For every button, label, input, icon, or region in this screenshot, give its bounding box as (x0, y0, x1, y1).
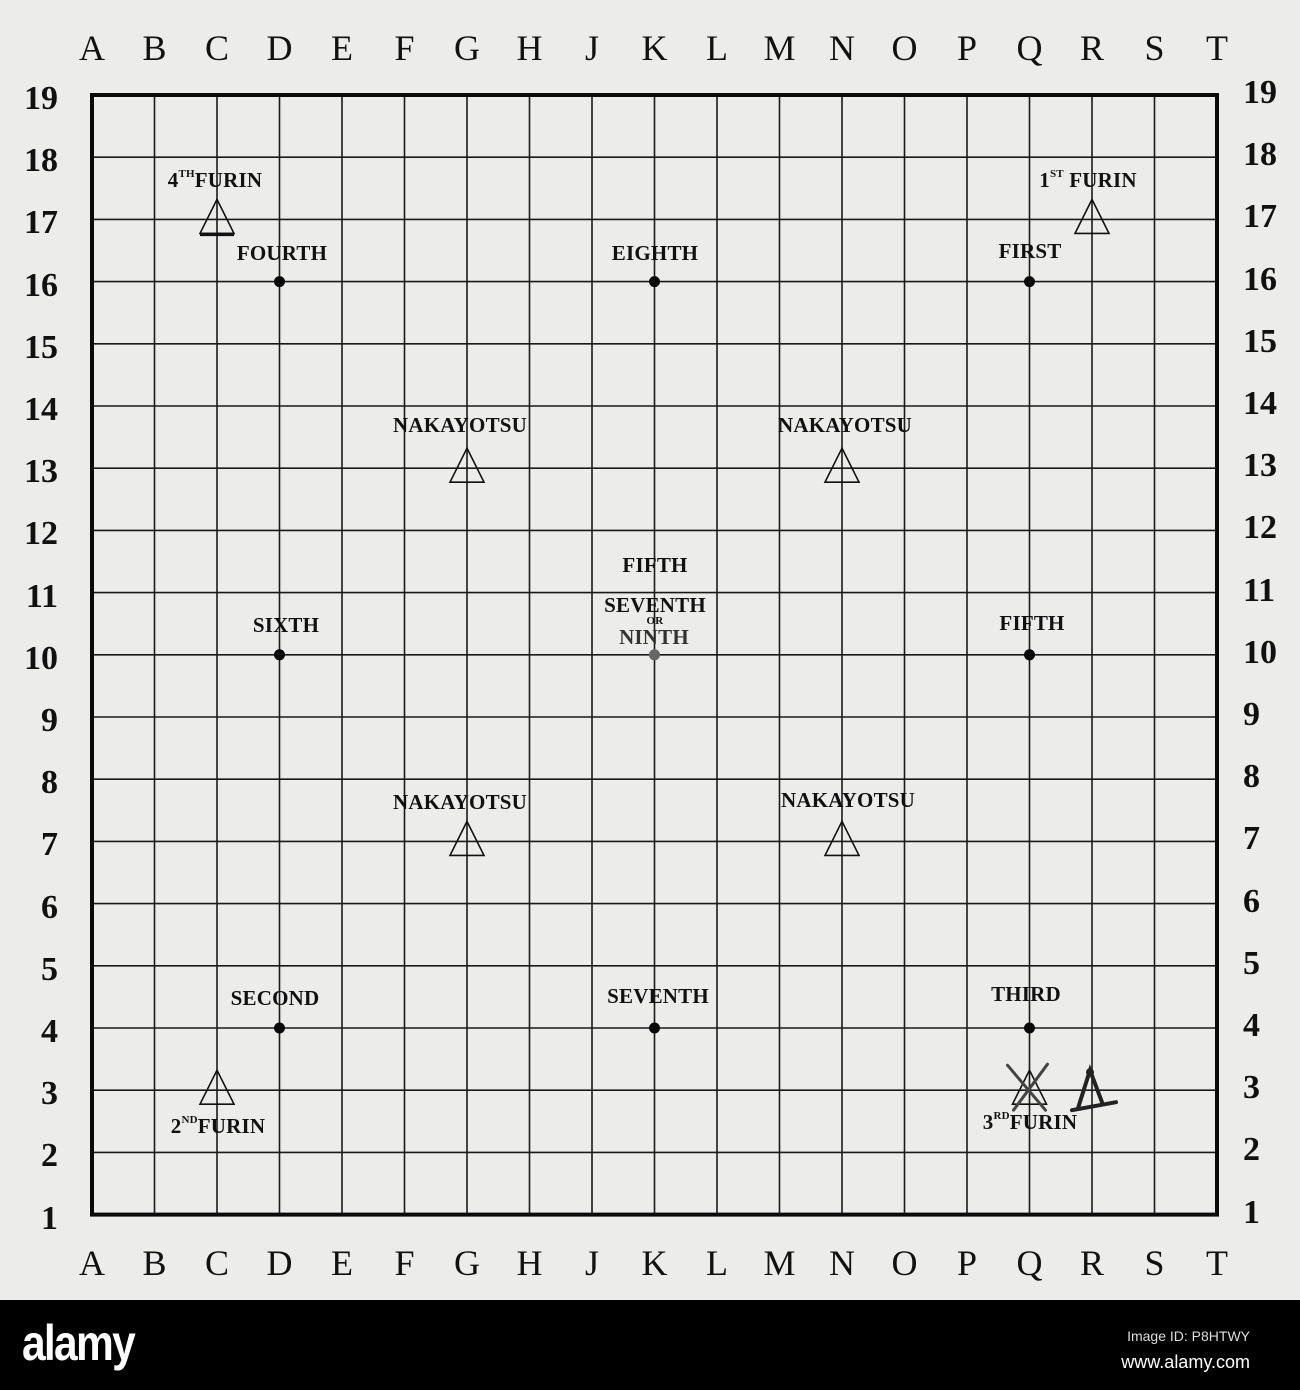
row-label-13: 13 (1243, 447, 1277, 485)
column-label-p: P (956, 28, 978, 68)
label-center-or: OR (646, 615, 664, 627)
star-point-first (1024, 276, 1035, 287)
row-label-12: 12 (24, 515, 58, 553)
column-label-p: P (956, 1243, 978, 1283)
row-label-9: 9 (41, 702, 58, 739)
row-label-17: 17 (24, 204, 58, 242)
alamy-logo: alamy (22, 1315, 135, 1371)
row-label-8: 8 (1243, 758, 1260, 796)
label-third: THIRD (991, 982, 1061, 1006)
column-label-f: F (394, 1243, 415, 1283)
label-3rd-furin: 3RDFURIN (982, 1110, 1078, 1134)
row-label-15: 15 (24, 328, 58, 366)
row-label-2: 2 (41, 1137, 58, 1175)
row-label-1: 1 (41, 1199, 58, 1237)
star-point-fifth_right (1024, 649, 1035, 660)
row-label-2: 2 (1243, 1131, 1260, 1169)
row-label-10: 10 (1243, 633, 1277, 671)
label-4th-furin: 4THFURIN (167, 168, 263, 192)
image-id: Image ID: P8HTWY (1127, 1328, 1250, 1344)
star-point-seventh (649, 1023, 660, 1034)
row-label-6: 6 (41, 888, 58, 926)
star-point-second (274, 1023, 285, 1034)
label-center-fifth: FIFTH (622, 553, 688, 577)
label-sixth: SIXTH (252, 613, 320, 637)
row-label-7: 7 (1243, 820, 1260, 858)
column-label-a: A (79, 1243, 105, 1283)
label-nakayotsu-g13: NAKAYOTSU (392, 413, 528, 437)
row-label-14: 14 (24, 391, 58, 428)
label-nakayotsu-n13: NAKAYOTSU (777, 413, 913, 437)
column-label-q: Q (1016, 28, 1043, 68)
watermark-footer (0, 1300, 1300, 1390)
row-label-11: 11 (1243, 571, 1276, 609)
star-point-fourth (274, 276, 285, 287)
label-fourth: FOURTH (236, 241, 328, 265)
row-label-5: 5 (41, 950, 58, 988)
column-label-l: L (706, 28, 728, 68)
column-label-j: J (584, 28, 600, 68)
row-label-19: 19 (24, 80, 58, 117)
row-label-11: 11 (25, 577, 58, 615)
column-label-n: N (829, 28, 855, 68)
column-label-f: F (394, 28, 415, 68)
label-1st-furin: 1ST FURIN (1039, 168, 1137, 192)
row-label-8: 8 (41, 764, 58, 802)
column-label-s: S (1144, 28, 1165, 68)
row-label-17: 17 (1243, 198, 1277, 236)
column-label-d: D (266, 1243, 293, 1283)
row-label-16: 16 (24, 266, 58, 304)
row-label-15: 15 (1243, 322, 1277, 360)
row-label-4: 4 (41, 1013, 58, 1050)
column-label-r: R (1079, 1243, 1105, 1283)
column-label-b: B (142, 28, 167, 68)
label-2nd-furin: 2NDFURIN (170, 1114, 266, 1138)
row-label-5: 5 (1243, 944, 1260, 982)
row-label-10: 10 (24, 639, 58, 677)
column-label-q: Q (1016, 1243, 1043, 1283)
column-label-e: E (331, 28, 353, 68)
column-label-n: N (829, 1243, 855, 1283)
row-label-4: 4 (1243, 1007, 1260, 1044)
row-label-9: 9 (1243, 696, 1260, 733)
label-eighth: EIGHTH (611, 241, 699, 265)
column-label-l: L (706, 1243, 728, 1283)
column-label-c: C (204, 1243, 230, 1283)
column-label-j: J (584, 1243, 600, 1283)
column-label-e: E (331, 1243, 353, 1283)
label-seventh: SEVENTH (607, 984, 709, 1008)
label-nakayotsu-g7: NAKAYOTSU (392, 790, 528, 814)
row-label-18: 18 (1243, 136, 1277, 174)
row-label-13: 13 (24, 453, 58, 491)
row-label-14: 14 (1243, 385, 1277, 422)
row-label-7: 7 (41, 826, 58, 864)
row-label-6: 6 (1243, 882, 1260, 920)
column-label-s: S (1144, 1243, 1165, 1283)
row-label-16: 16 (1243, 260, 1277, 298)
column-label-g: G (454, 28, 480, 68)
column-label-t: T (1206, 28, 1228, 68)
row-label-3: 3 (1243, 1069, 1260, 1107)
column-label-b: B (142, 1243, 167, 1283)
star-point-eighth (649, 276, 660, 287)
column-label-c: C (204, 28, 230, 68)
label-center-seventh: SEVENTH (604, 593, 706, 617)
label-nakayotsu-n7: NAKAYOTSU (780, 788, 916, 812)
column-label-h: H (516, 28, 543, 68)
star-point-center (649, 649, 660, 660)
column-label-k: K (641, 1243, 668, 1283)
star-point-sixth (274, 649, 285, 660)
column-label-t: T (1206, 1243, 1228, 1283)
label-first: FIRST (998, 239, 1062, 263)
column-label-m: M (763, 1243, 796, 1283)
star-point-third (1024, 1023, 1035, 1034)
row-label-12: 12 (1243, 509, 1277, 547)
column-label-h: H (516, 1243, 543, 1283)
column-label-k: K (641, 28, 668, 68)
label-center-ninth: NINTH (619, 625, 689, 649)
column-label-o: O (891, 1243, 918, 1283)
column-label-m: M (763, 28, 796, 68)
column-label-a: A (79, 28, 105, 68)
label-fifth-right: FIFTH (999, 611, 1065, 635)
row-label-3: 3 (41, 1075, 58, 1113)
hand-drawn-triangle-icon (1072, 1068, 1116, 1110)
column-label-o: O (891, 28, 918, 68)
label-second: SECOND (230, 986, 320, 1010)
row-label-18: 18 (24, 142, 58, 180)
column-label-d: D (266, 28, 293, 68)
column-label-r: R (1079, 28, 1105, 68)
row-label-19: 19 (1243, 74, 1277, 111)
source-url: www.alamy.com (1121, 1352, 1250, 1372)
column-label-g: G (454, 1243, 480, 1283)
row-label-1: 1 (1243, 1193, 1260, 1231)
